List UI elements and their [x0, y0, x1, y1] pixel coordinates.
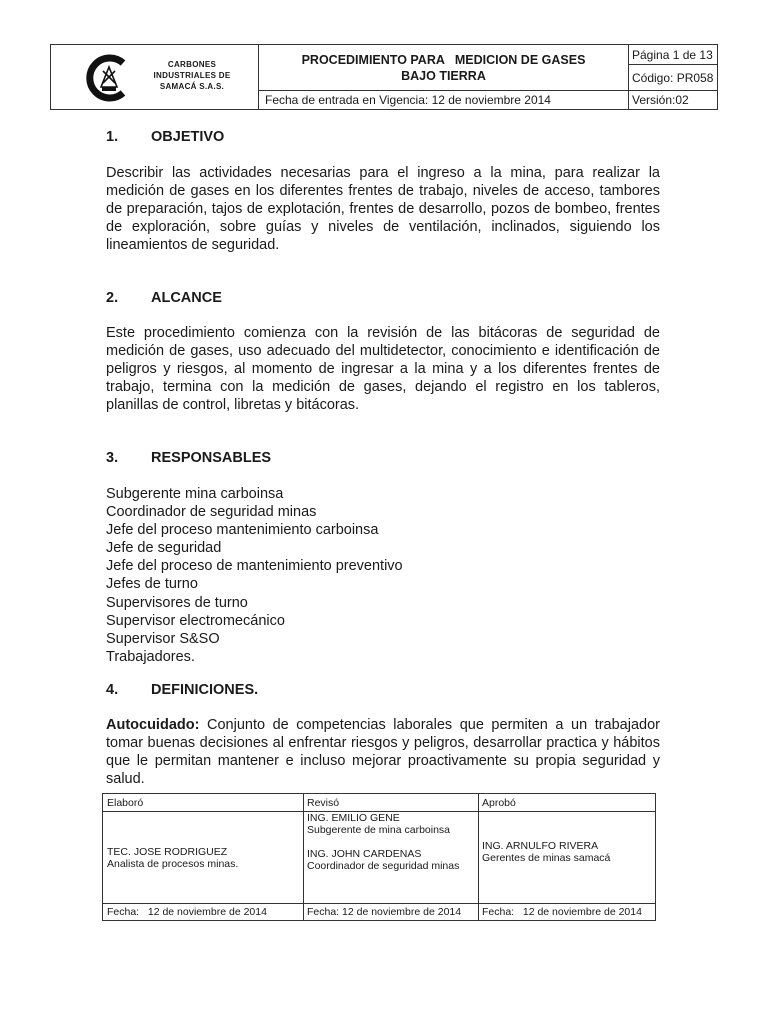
list-item: Supervisor S&SO: [106, 630, 220, 647]
header-reviso: Revisó: [307, 797, 340, 809]
list-item: Jefes de turno: [106, 576, 198, 593]
vigencia-date: Fecha de entrada en Vigencia: 12 de noviembre 2014: [259, 91, 629, 109]
document-code: Código: PR058: [629, 65, 717, 91]
list-item: Coordinador de seguridad minas: [106, 504, 317, 521]
list-item: Jefe del proceso de mantenimiento preventivo: [106, 558, 403, 575]
company-logo-icon: [85, 53, 133, 103]
definition-body: Conjunto de competencias laborales que permiten a un trabajador tomar buenas decisiones al enfrentar riesgos y peligros, desarrollar practica y hábitos que le permitan mantener e incluso mejorar proactivamente su propia seguridad y salud.: [106, 717, 660, 787]
document-header: [50, 44, 718, 110]
alcance-text: Este procedimiento comienza con la revisión de las bitácoras de seguridad de medición de gases, uso adecuado del multidetector, conocimiento e identificación de peligros y riesgos, al momento de ingresar a la mina y a los diferentes frentes de trabajo, termina con la medición de gases, dejando el registro en los tableros, planillas de control, libretas y bitácoras.: [106, 325, 660, 413]
elaboro-signer: TEC. JOSE RODRIGUEZ Analista de procesos minas.: [107, 846, 239, 870]
definition-term: Autocuidado:: [106, 717, 200, 733]
list-item: Supervisores de turno: [106, 594, 248, 611]
objetivo-text: Describir las actividades necesarias para el ingreso a la mina, para realizar la medición de gases en los diferentes frentes de trabajo, niveles de acceso, tambores de preparación, tajos de explotación, frentes de desarrollo, pozos de bombeo, frentes de exploración, sobre guías y niveles de ventilación, inclinados, siguiendo los lineamientos de seguridad.: [106, 165, 660, 253]
section-heading-definiciones: 4. DEFINICIONES.: [106, 682, 259, 698]
list-item: Jefe de seguridad: [106, 540, 222, 557]
header-aprobo: Aprobó: [482, 797, 516, 809]
section-heading-objetivo: 1. OBJETIVO: [106, 129, 225, 145]
aprobo-signer: ING. ARNULFO RIVERA Gerentes de minas samacá: [482, 840, 611, 864]
fecha-aprobo: Fecha: 12 de noviembre de 2014: [482, 906, 642, 918]
header-elaboro: Elaboró: [107, 797, 144, 809]
approval-table: [102, 793, 656, 921]
logo-cell: [51, 45, 259, 109]
reviso-signers: ING. EMILIO GENE Subgerente de mina carboinsa ING. JOHN CARDENAS Coordinador de seguridad minas: [307, 812, 460, 872]
list-item: Subgerente mina carboinsa: [106, 486, 284, 502]
section-heading-responsables: 3. RESPONSABLES: [106, 450, 272, 466]
document-version: Versión:02: [632, 93, 689, 107]
list-item: Supervisor electromecánico: [106, 612, 285, 629]
responsables-list: [106, 485, 403, 666]
table-divider: [103, 903, 655, 904]
section-heading-alcance: 2. ALCANCE: [106, 290, 222, 306]
fecha-elaboro: Fecha: 12 de noviembre de 2014: [107, 906, 267, 918]
page-number: Página 1 de 13: [629, 45, 717, 65]
definiciones-text: [106, 716, 660, 788]
fecha-reviso: Fecha: 12 de noviembre de 2014: [307, 906, 462, 918]
company-name: CARBONES INDUSTRIALES DE SAMACÁ S.A.S.: [153, 60, 231, 91]
list-item: Trabajadores.: [106, 648, 195, 665]
list-item: Jefe del proceso mantenimiento carboinsa: [106, 522, 379, 539]
document-title: PROCEDIMIENTO PARA MEDICION DE GASES BAJO TIERRA: [259, 45, 629, 91]
